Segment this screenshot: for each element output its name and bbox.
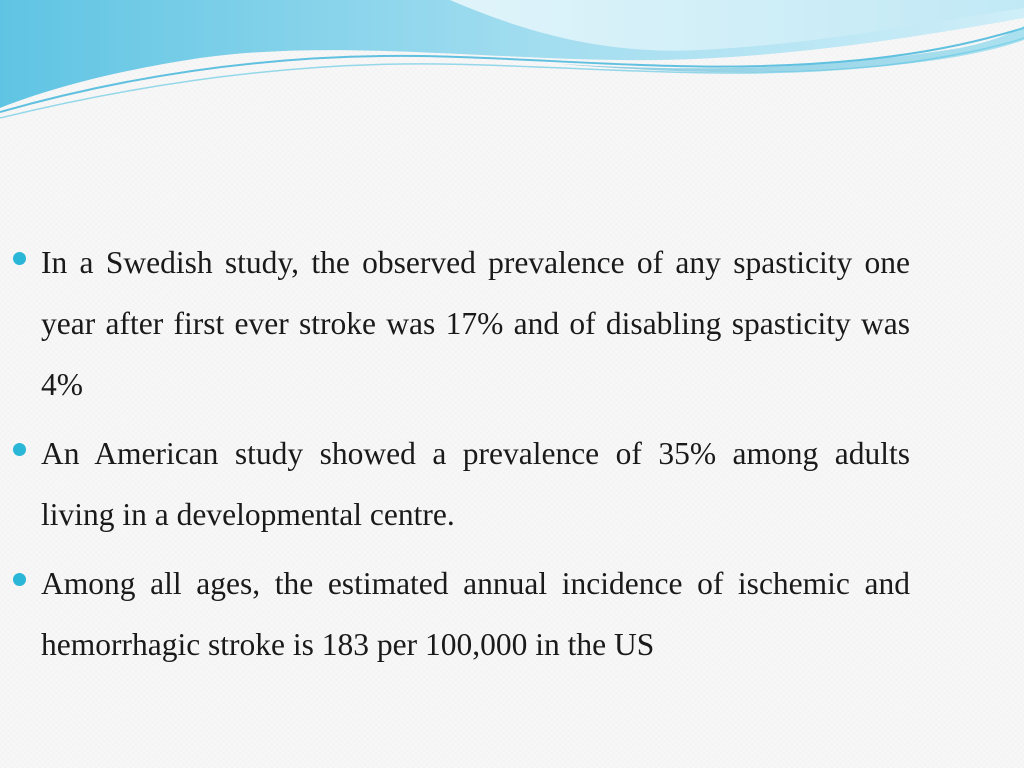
bullet-dot-icon bbox=[13, 252, 26, 265]
bullet-dot-icon bbox=[13, 443, 26, 456]
bullet-item bbox=[0, 232, 910, 415]
bullet-item bbox=[0, 423, 910, 545]
bullet-text: In a Swedish study, the observed prevalence of any spasticity one year after first ever stroke was 17% and of disabling spasticity was 4% bbox=[41, 245, 910, 402]
bullet-list bbox=[0, 232, 1024, 683]
bullet-text: An American study showed a prevalence of 35% among adults living in a developmental centre. bbox=[41, 436, 910, 532]
bullet-item bbox=[0, 553, 910, 675]
header-wave-decoration bbox=[0, 0, 1024, 130]
bullet-dot-icon bbox=[13, 573, 26, 586]
bullet-text: Among all ages, the estimated annual incidence of ischemic and hemorrhagic stroke is 183 per 100,000 in the US bbox=[41, 566, 910, 662]
